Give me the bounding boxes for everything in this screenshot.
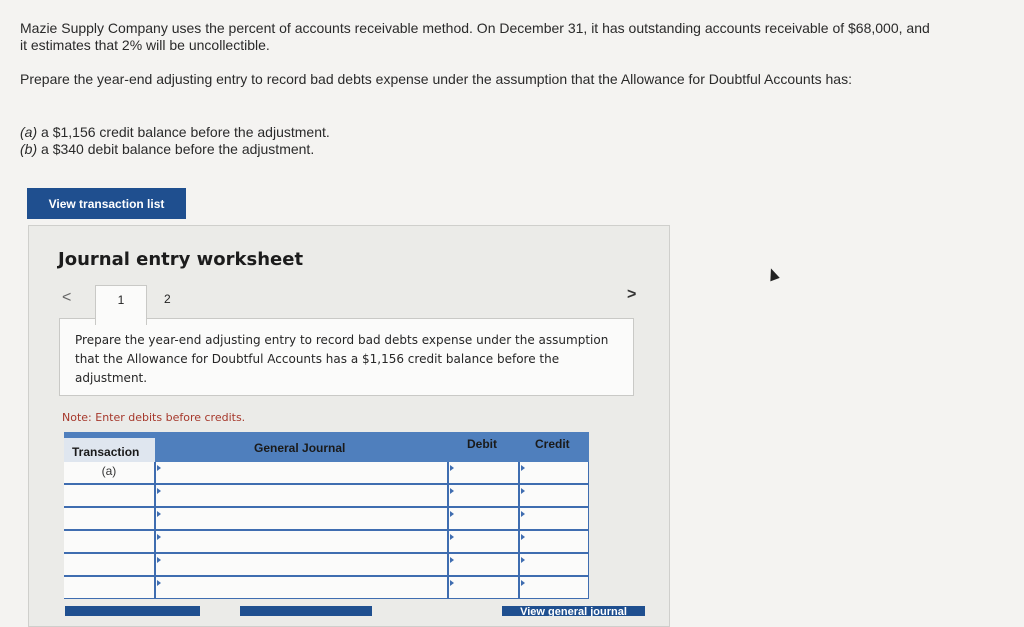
view-general-journal-button[interactable]: View general journal [502,606,645,616]
clear-entry-button[interactable] [240,606,372,616]
part-b-text: a $340 debit balance before the adjustment. [37,141,315,157]
general-journal-input[interactable] [156,531,447,552]
general-journal-input[interactable] [156,508,447,529]
credit-input[interactable] [520,485,588,506]
table-row [64,577,588,598]
debit-input[interactable] [449,508,518,529]
table-row [64,531,588,552]
header-debit: Debit [467,437,497,451]
header-credit: Credit [535,437,570,451]
dropdown-marker-icon [157,488,161,494]
input-marker-icon [521,534,525,540]
prev-arrow-icon[interactable]: < [62,289,72,306]
input-marker-icon [521,557,525,563]
header-transaction: Transaction [72,443,154,461]
journal-table-header [64,432,589,462]
transaction-cell: (a) [64,462,154,483]
debit-input[interactable] [449,485,518,506]
journal-entry-worksheet [28,225,670,627]
table-row [64,508,588,529]
dropdown-marker-icon [157,465,161,471]
part-b-label: (b) [20,141,38,157]
general-journal-input[interactable] [156,462,447,483]
credit-input[interactable] [520,462,588,483]
input-marker-icon [521,580,525,586]
question-part-a [20,124,330,141]
input-marker-icon [450,465,454,471]
debit-input[interactable] [449,531,518,552]
record-entry-button[interactable] [65,606,200,616]
credit-input[interactable] [520,554,588,575]
general-journal-input[interactable] [156,554,447,575]
tab-1[interactable]: 1 [95,285,147,325]
part-a-text: a $1,156 credit balance before the adjustment. [37,124,330,140]
general-journal-input[interactable] [156,577,447,598]
credit-input[interactable] [520,508,588,529]
input-marker-icon [450,534,454,540]
input-marker-icon [450,557,454,563]
transaction-cell [64,531,154,552]
general-journal-input[interactable] [156,485,447,506]
input-marker-icon [450,580,454,586]
part-a-label: (a) [20,124,38,140]
mouse-cursor-icon [766,267,780,282]
transaction-cell [64,577,154,598]
debit-input[interactable] [449,462,518,483]
question-part-b [20,141,314,158]
input-marker-icon [521,511,525,517]
header-general-journal: General Journal [254,441,346,455]
question-intro: Mazie Supply Company uses the percent of accounts receivable method. On December 31, it has outstanding accounts receivable of $68,000, and it estimates that 2% will be uncollectible. [20,20,930,53]
transaction-cell [64,508,154,529]
dropdown-marker-icon [157,557,161,563]
debit-input[interactable] [449,554,518,575]
tab-2[interactable]: 2 [164,292,171,306]
journal-table [64,432,589,599]
view-transaction-list-button[interactable]: View transaction list [27,188,186,219]
credit-input[interactable] [520,577,588,598]
instruction-box: Prepare the year-end adjusting entry to record bad debts expense under the assumption that the Allowance for Doubtful Accounts has a $1,156 credit balance before the adjustment. [59,318,634,396]
note-text: Note: Enter debits before credits. [62,411,246,424]
table-row [64,554,588,575]
debit-input[interactable] [449,577,518,598]
credit-input[interactable] [520,531,588,552]
dropdown-marker-icon [157,534,161,540]
input-marker-icon [450,511,454,517]
journal-rows [64,462,589,599]
transaction-cell [64,554,154,575]
input-marker-icon [521,488,525,494]
input-marker-icon [450,488,454,494]
next-arrow-icon[interactable]: > [627,286,637,303]
question-instruction: Prepare the year-end adjusting entry to record bad debts expense under the assumption that the Allowance for Doubtful Accounts has: [20,71,852,87]
dropdown-marker-icon [157,511,161,517]
table-row [64,462,588,483]
dropdown-marker-icon [157,580,161,586]
table-row [64,485,588,506]
worksheet-title: Journal entry worksheet [58,249,304,270]
transaction-cell [64,485,154,506]
input-marker-icon [521,465,525,471]
